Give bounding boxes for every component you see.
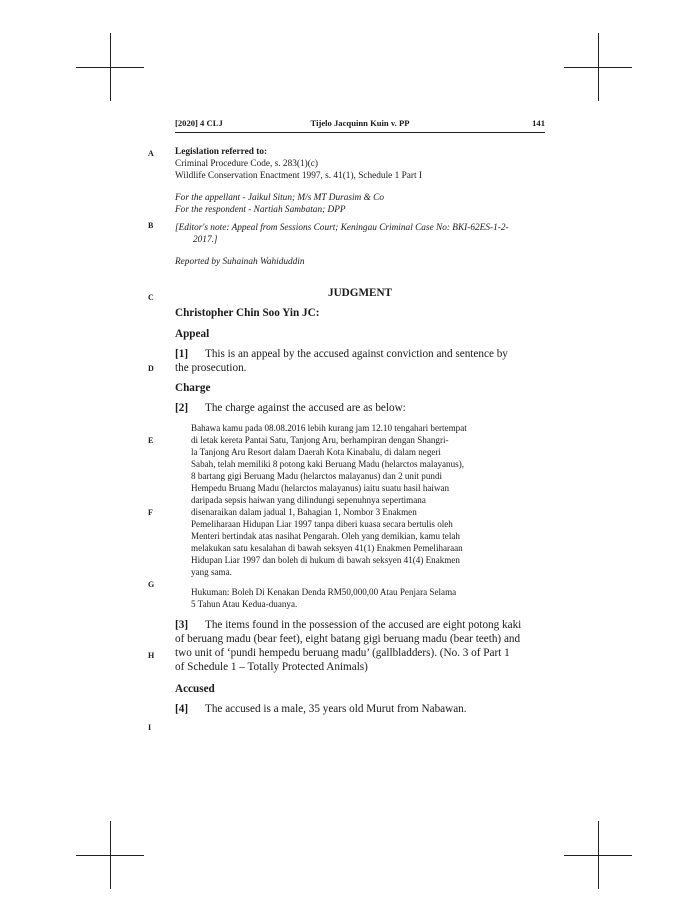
judgment-title: JUDGMENT xyxy=(327,287,393,299)
charge-quote-line: Pemeliharaan Hidupan Liar 1997 tanpa diberi kuasa secara bertulis oleh xyxy=(191,519,453,529)
charge-quote-line: disenaraikan dalam jadual 1, Bahagian 1, Nombor 3 Enakmen xyxy=(191,507,417,517)
margin-letter-d: D xyxy=(148,364,154,373)
charge-quote-line: melakukan satu kesalahan di bawah seksyen 41(1) Enakmen Pemeliharaan xyxy=(191,543,463,553)
charge-quote-line: daripada sepsis haiwan yang dilindungi sepenuhnya sepertimana xyxy=(191,495,426,505)
reported-by: Reported by Suhainah Wahiduddin xyxy=(175,257,305,267)
crop-mark xyxy=(598,33,599,101)
crop-mark xyxy=(110,33,111,101)
header-citation: [2020] 4 CLJ xyxy=(175,118,223,128)
legislation-item: Wildlife Conservation Enactment 1997, s. 41(1), Schedule 1 Part I xyxy=(175,171,422,181)
legislation-heading: Legislation referred to: xyxy=(175,147,268,157)
paragraph-number: [3] xyxy=(175,619,189,631)
paragraph-number: [4] xyxy=(175,703,189,715)
margin-letter-b: B xyxy=(148,221,154,230)
charge-quote-line: Hempedu Bruang Madu (helarctos malayanus) iaitu suatu hasil haiwan xyxy=(191,483,450,493)
paragraph-1-continued: the prosecution. xyxy=(175,362,247,374)
punishment-line: 5 Tahun Atau Kedua-duanya. xyxy=(191,599,298,609)
header-page-number: 141 xyxy=(532,118,545,128)
margin-letter-e: E xyxy=(148,436,154,445)
paragraph-3-continued: of beruang madu (bear feet), eight batang gigi beruang madu (bear teeth) and xyxy=(175,633,521,645)
paragraph-text: The charge against the accused are as below: xyxy=(205,402,406,414)
charge-quote-line: Hidupan Liar 1997 dan boleh di hukum di bawah seksyen 41(4) Enakmen xyxy=(191,555,460,565)
paragraph-text: The items found in the possession of the accused are eight potong kaki xyxy=(205,619,522,631)
counsel-respondent: For the respondent - Nartiah Sambatan; DPP xyxy=(175,205,346,215)
paragraph-2 xyxy=(175,402,406,414)
running-header xyxy=(175,118,545,133)
section-heading-appeal: Appeal xyxy=(175,328,210,340)
margin-letter-f: F xyxy=(148,508,153,517)
margin-letter-h: H xyxy=(148,651,155,660)
editors-note: [Editor's note: Appeal from Sessions Court; Keningau Criminal Case No: BKI-62ES-1-2- xyxy=(175,223,509,233)
charge-quote-line: di letak kereta Pantai Satu, Tanjong Aru, berhampiran dengan Shangri- xyxy=(191,435,449,445)
charge-quote-line: Menteri bertindak atas nasihat Pengarah. Oleh yang demikian, kamu telah xyxy=(191,531,460,541)
crop-mark xyxy=(598,821,599,889)
margin-letter-c: C xyxy=(148,293,154,302)
editors-note-continued: 2017.] xyxy=(193,235,218,245)
charge-quote-line: 8 bartang gigi Beruang Madu (helarctos malayanus) dan 2 unit pundi xyxy=(191,471,443,481)
margin-letter-a: A xyxy=(148,149,154,158)
margin-letter-i: I xyxy=(148,723,152,732)
paragraph-3 xyxy=(175,619,521,631)
punishment-line: Hukuman: Boleh Di Kenakan Denda RM50,000,00 Atau Penjara Selama xyxy=(191,587,457,597)
header-case-name: Tijelo Jacquinn Kuin v. PP xyxy=(310,118,410,128)
counsel-appellant: For the appellant - Jaikul Situn; M/s MT Durasim & Co xyxy=(175,193,384,203)
charge-quote-line: Sabah, telah memiliki 8 potong kaki Beruang Madu (helarctos malayanus), xyxy=(191,459,464,469)
paragraph-text: The accused is a male, 35 years old Murut from Nabawan. xyxy=(205,703,467,715)
charge-quote-line: la Tanjong Aru Resort dalam Daerah Kota Kinabalu, di dalam negeri xyxy=(191,447,441,457)
paragraph-1 xyxy=(175,348,508,360)
margin-letter-g: G xyxy=(148,580,155,589)
paragraph-4 xyxy=(175,703,467,715)
paragraph-3-continued: two unit of ‘pundi hempedu beruang madu’ (gallbladders). (No. 3 of Part 1 xyxy=(175,647,510,659)
paragraph-number: [2] xyxy=(175,402,189,414)
paragraph-text: This is an appeal by the accused against conviction and sentence by xyxy=(205,348,508,360)
paragraph-3-continued: of Schedule 1 – Totally Protected Animals) xyxy=(175,661,368,673)
charge-quote-line: Bahawa kamu pada 08.08.2016 lebih kurang jam 12.10 tengahari bertempat xyxy=(191,423,467,433)
section-heading-accused: Accused xyxy=(175,683,215,695)
charge-quote-line: yang sama. xyxy=(191,567,232,577)
paragraph-number: [1] xyxy=(175,348,189,360)
crop-mark xyxy=(110,821,111,889)
section-heading-charge: Charge xyxy=(175,382,211,394)
legislation-item: Criminal Procedure Code, s. 283(1)(c) xyxy=(175,159,319,169)
judge-name: Christopher Chin Soo Yin JC: xyxy=(175,307,320,319)
